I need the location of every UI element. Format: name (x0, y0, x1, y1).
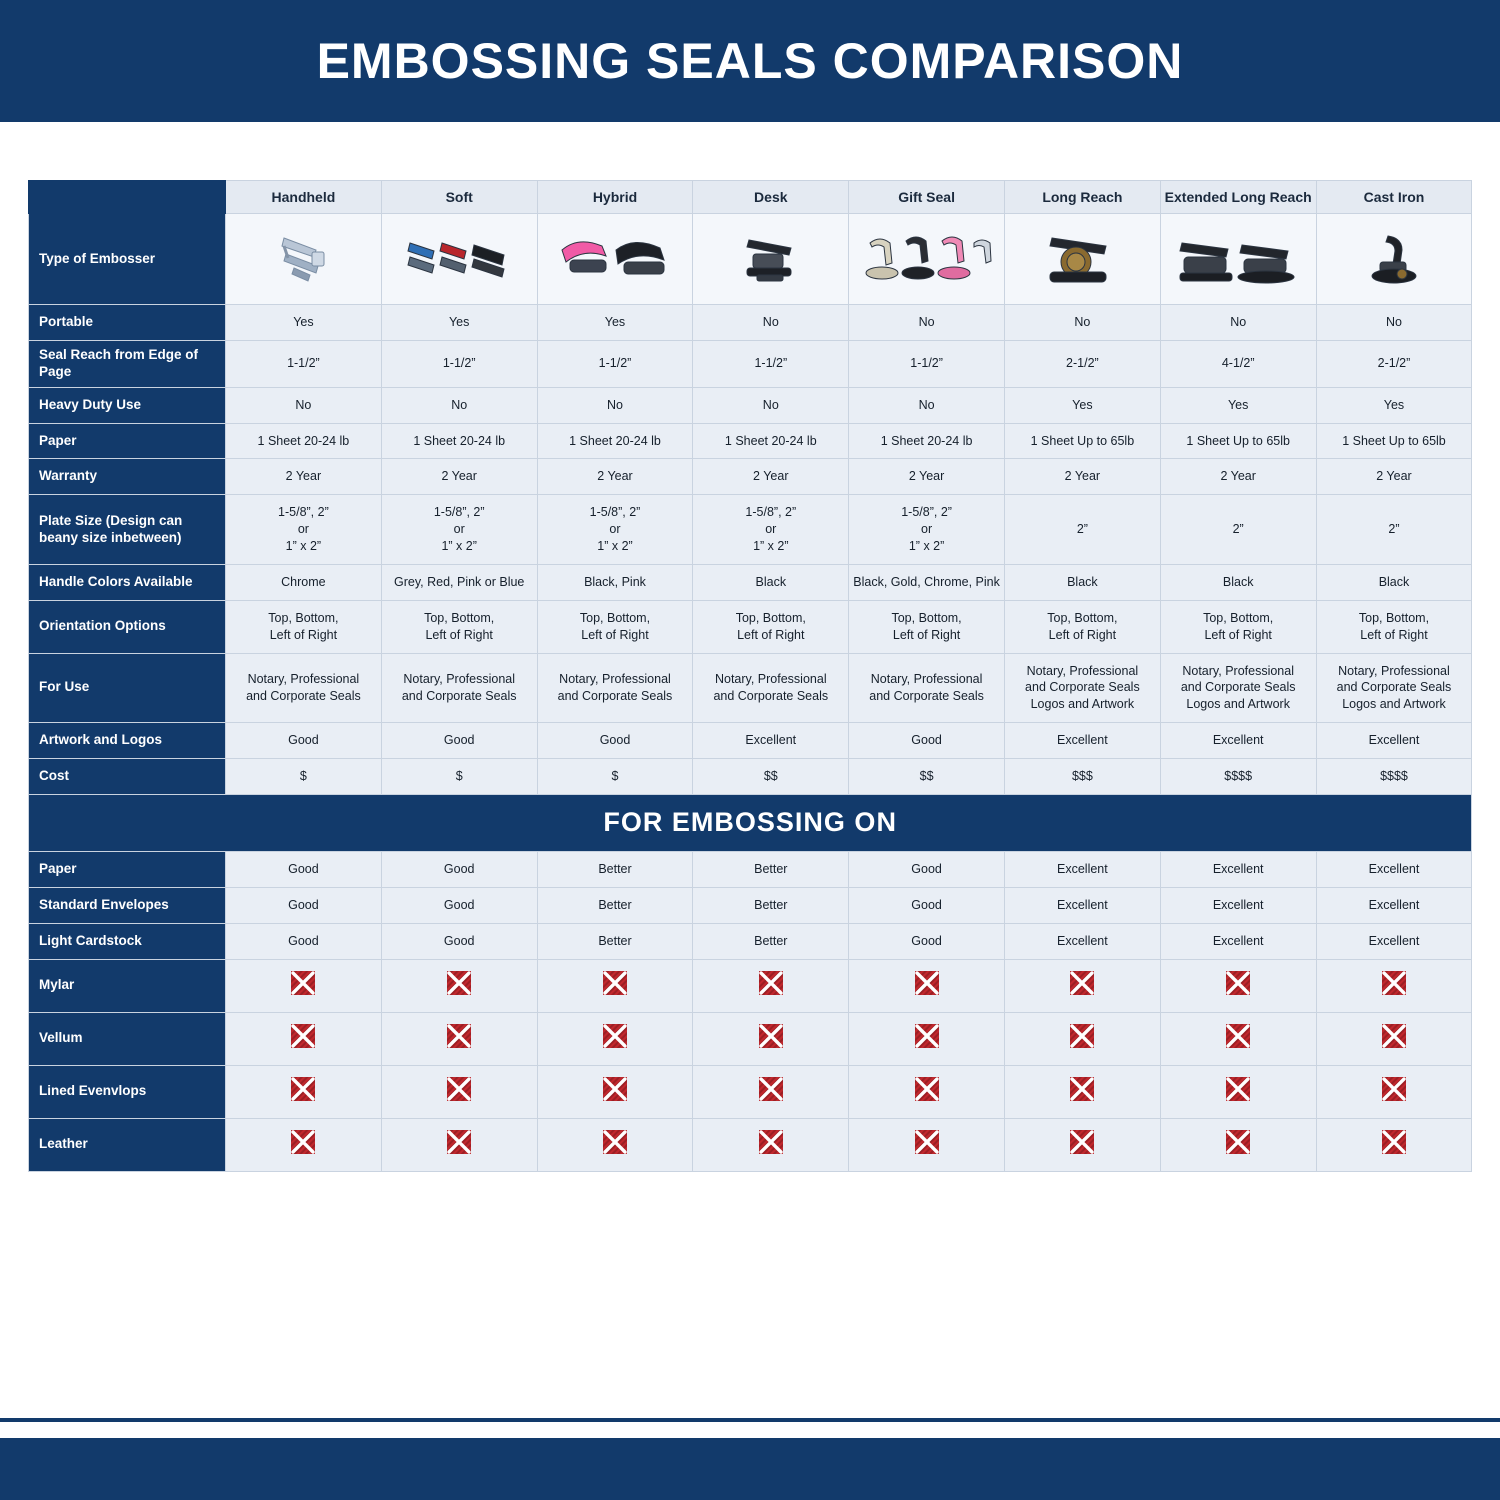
embosser-image-cell (226, 214, 382, 305)
table-cell: 1 Sheet Up to 65lb (1160, 423, 1316, 459)
column-header-desk: Desk (693, 181, 849, 214)
column-header-gift-seal: Gift Seal (849, 181, 1005, 214)
table-cell: Black (1160, 564, 1316, 600)
row-header-cost: Cost (29, 759, 226, 795)
cross-mark-icon (602, 970, 628, 996)
cross-mark-icon (1381, 1129, 1407, 1155)
table-cell: Yes (1004, 387, 1160, 423)
not-supported-cell (1160, 1065, 1316, 1118)
table-cell: 2 Year (537, 459, 693, 495)
table-cell: Yes (1160, 387, 1316, 423)
cross-mark-icon (1381, 1076, 1407, 1102)
table-cell: 2 Year (1160, 459, 1316, 495)
cross-mark-icon (1381, 1023, 1407, 1049)
cross-mark-icon (1069, 1129, 1095, 1155)
cross-mark-icon (758, 970, 784, 996)
table-row (29, 495, 1472, 565)
table-cell: Good (226, 887, 382, 923)
not-supported-cell (1004, 959, 1160, 1012)
table-cell: Better (537, 887, 693, 923)
row-header-lined-evenvlops: Lined Evenvlops (29, 1065, 226, 1118)
column-header-long-reach: Long Reach (1004, 181, 1160, 214)
table-cell: Top, Bottom, Left of Right (849, 600, 1005, 653)
desk-embosser-icon (733, 228, 809, 290)
table-header-row (29, 181, 1472, 214)
table-cell: Yes (226, 305, 382, 341)
not-supported-cell (226, 1065, 382, 1118)
cross-mark-icon (602, 1129, 628, 1155)
table-cell: No (1160, 305, 1316, 341)
table-cell: Black (1004, 564, 1160, 600)
not-supported-cell (381, 1065, 537, 1118)
cross-mark-icon (1225, 1023, 1251, 1049)
cross-mark-icon (290, 970, 316, 996)
table-cell: Good (849, 723, 1005, 759)
cross-mark-icon (914, 1129, 940, 1155)
table-cell: $$ (693, 759, 849, 795)
cross-mark-icon (914, 1023, 940, 1049)
table-cell: 1 Sheet Up to 65lb (1004, 423, 1160, 459)
cross-mark-icon (758, 1076, 784, 1102)
soft-embosser-icon (404, 229, 514, 289)
table-cell: Notary, Professional and Corporate Seals (381, 653, 537, 723)
table-cell: Good (226, 723, 382, 759)
cross-mark-icon (290, 1129, 316, 1155)
table-row (29, 340, 1472, 387)
table-cell: Good (381, 923, 537, 959)
gift-seal-embosser-icon (862, 229, 992, 289)
table-cell: Top, Bottom, Left of Right (693, 600, 849, 653)
table-cell: Black, Pink (537, 564, 693, 600)
table-cell: Top, Bottom, Left of Right (537, 600, 693, 653)
row-header-seal-reach-from-edge-of-page: Seal Reach from Edge of Page (29, 340, 226, 387)
section-title-row (29, 794, 1472, 851)
table-row (29, 887, 1472, 923)
row-header-leather: Leather (29, 1118, 226, 1171)
cross-mark-icon (1069, 1076, 1095, 1102)
table-cell: $ (537, 759, 693, 795)
table-cell: 1-5/8”, 2” or 1” x 2” (537, 495, 693, 565)
table-cell: Better (693, 887, 849, 923)
table-row (29, 305, 1472, 341)
table-cell: Notary, Professional and Corporate Seals Logos and Artwork (1004, 653, 1160, 723)
table-cell: Notary, Professional and Corporate Seals (849, 653, 1005, 723)
table-cell: 2 Year (226, 459, 382, 495)
not-supported-cell (381, 959, 537, 1012)
column-header-extended-long-reach: Extended Long Reach (1160, 181, 1316, 214)
row-header-type-of-embosser: Type of Embosser (29, 214, 226, 305)
table-cell: Excellent (1004, 851, 1160, 887)
cross-mark-icon (1225, 970, 1251, 996)
page-header (0, 0, 1500, 122)
table-cell: 1-1/2” (381, 340, 537, 387)
table-cell: Better (537, 923, 693, 959)
table-cell: 2 Year (1004, 459, 1160, 495)
embosser-image-cell (1160, 214, 1316, 305)
cross-mark-icon (758, 1023, 784, 1049)
table-cell: Good (381, 887, 537, 923)
table-cell: 2 Year (381, 459, 537, 495)
table-cell: Notary, Professional and Corporate Seals Logos and Artwork (1160, 653, 1316, 723)
table-container (0, 128, 1500, 1172)
cross-mark-icon (914, 1076, 940, 1102)
table-cell: Good (537, 723, 693, 759)
table-cell: No (226, 387, 382, 423)
table-cell: No (693, 387, 849, 423)
comparison-table (28, 180, 1472, 1172)
table-cell: Excellent (1316, 723, 1472, 759)
cross-mark-icon (446, 1129, 472, 1155)
table-cell: Top, Bottom, Left of Right (1160, 600, 1316, 653)
table-cell: 1-5/8”, 2” or 1” x 2” (693, 495, 849, 565)
table-cell: Notary, Professional and Corporate Seals (226, 653, 382, 723)
long-reach-embosser-icon (1032, 228, 1132, 290)
table-row (29, 723, 1472, 759)
table-row (29, 959, 1472, 1012)
table-cell: 2 Year (693, 459, 849, 495)
table-cell: $$$$ (1160, 759, 1316, 795)
table-cell: Grey, Red, Pink or Blue (381, 564, 537, 600)
column-header-soft: Soft (381, 181, 537, 214)
table-cell: Black (1316, 564, 1472, 600)
table-cell: Top, Bottom, Left of Right (1004, 600, 1160, 653)
column-header-handheld: Handheld (226, 181, 382, 214)
table-cell: 2 Year (849, 459, 1005, 495)
table-cell: Excellent (1004, 923, 1160, 959)
table-cell: Excellent (1160, 887, 1316, 923)
row-header-for-use: For Use (29, 653, 226, 723)
table-cell: Good (849, 923, 1005, 959)
not-supported-cell (1004, 1012, 1160, 1065)
table-cell: Good (381, 851, 537, 887)
row-header-artwork-and-logos: Artwork and Logos (29, 723, 226, 759)
not-supported-cell (1316, 1065, 1472, 1118)
hybrid-embosser-icon (556, 230, 674, 288)
not-supported-cell (226, 959, 382, 1012)
cross-mark-icon (1381, 970, 1407, 996)
table-row (29, 851, 1472, 887)
embosser-image-cell (537, 214, 693, 305)
table-cell: $$$$ (1316, 759, 1472, 795)
row-header-mylar: Mylar (29, 959, 226, 1012)
table-row (29, 923, 1472, 959)
table-cell: 1 Sheet 20-24 lb (537, 423, 693, 459)
table-cell: Top, Bottom, Left of Right (226, 600, 382, 653)
table-cell: Good (849, 887, 1005, 923)
cross-mark-icon (290, 1023, 316, 1049)
cross-mark-icon (1069, 1023, 1095, 1049)
cross-mark-icon (602, 1076, 628, 1102)
cross-mark-icon (290, 1076, 316, 1102)
not-supported-cell (693, 1118, 849, 1171)
table-cell: 1 Sheet 20-24 lb (381, 423, 537, 459)
table-cell: Excellent (693, 723, 849, 759)
table-cell: No (849, 305, 1005, 341)
table-cell: Chrome (226, 564, 382, 600)
table-cell: 2-1/2” (1316, 340, 1472, 387)
not-supported-cell (1160, 1012, 1316, 1065)
not-supported-cell (1316, 1118, 1472, 1171)
table-corner (29, 181, 226, 214)
table-cell: Notary, Professional and Corporate Seals (537, 653, 693, 723)
table-cell: Excellent (1316, 851, 1472, 887)
row-header-paper: Paper (29, 423, 226, 459)
cross-mark-icon (914, 970, 940, 996)
table-cell: Excellent (1316, 887, 1472, 923)
footer-divider (0, 1418, 1500, 1422)
table-cell: Notary, Professional and Corporate Seals Logos and Artwork (1316, 653, 1472, 723)
table-cell: $$$ (1004, 759, 1160, 795)
cross-mark-icon (1069, 970, 1095, 996)
cross-mark-icon (446, 970, 472, 996)
table-cell: Yes (537, 305, 693, 341)
table-row (29, 1118, 1472, 1171)
table-cell: 1-1/2” (537, 340, 693, 387)
table-row (29, 1012, 1472, 1065)
not-supported-cell (693, 1012, 849, 1065)
cross-mark-icon (758, 1129, 784, 1155)
row-header-portable: Portable (29, 305, 226, 341)
embosser-image-cell (1004, 214, 1160, 305)
not-supported-cell (537, 1118, 693, 1171)
embosser-image-cell (849, 214, 1005, 305)
table-cell: Excellent (1160, 723, 1316, 759)
cross-mark-icon (602, 1023, 628, 1049)
footer-band (0, 1438, 1500, 1500)
table-row (29, 214, 1472, 305)
table-cell: Yes (1316, 387, 1472, 423)
table-cell: Good (849, 851, 1005, 887)
not-supported-cell (693, 959, 849, 1012)
not-supported-cell (537, 1065, 693, 1118)
table-cell: Excellent (1160, 923, 1316, 959)
cross-mark-icon (1225, 1076, 1251, 1102)
table-cell: Notary, Professional and Corporate Seals (693, 653, 849, 723)
not-supported-cell (1316, 1012, 1472, 1065)
page-title: EMBOSSING SEALS COMPARISON (316, 33, 1184, 89)
table-cell: Yes (381, 305, 537, 341)
table-cell: 2” (1160, 495, 1316, 565)
table-cell: 1 Sheet Up to 65lb (1316, 423, 1472, 459)
table-cell: Better (693, 923, 849, 959)
not-supported-cell (537, 959, 693, 1012)
table-cell: Excellent (1004, 723, 1160, 759)
cast-iron-embosser-icon (1358, 228, 1430, 290)
not-supported-cell (1004, 1065, 1160, 1118)
table-cell: Excellent (1160, 851, 1316, 887)
table-cell: No (381, 387, 537, 423)
not-supported-cell (1160, 1118, 1316, 1171)
table-cell: Black (693, 564, 849, 600)
table-cell: Good (226, 923, 382, 959)
table-cell: 2 Year (1316, 459, 1472, 495)
cross-mark-icon (1225, 1129, 1251, 1155)
table-cell: No (693, 305, 849, 341)
embosser-image-cell (381, 214, 537, 305)
table-cell: 2” (1316, 495, 1472, 565)
table-row (29, 1065, 1472, 1118)
not-supported-cell (1160, 959, 1316, 1012)
not-supported-cell (1004, 1118, 1160, 1171)
table-cell: 4-1/2” (1160, 340, 1316, 387)
not-supported-cell (693, 1065, 849, 1118)
table-cell: No (849, 387, 1005, 423)
embosser-image-cell (1316, 214, 1472, 305)
table-cell: No (1004, 305, 1160, 341)
table-cell: 2-1/2” (1004, 340, 1160, 387)
embosser-image-cell (693, 214, 849, 305)
not-supported-cell (226, 1118, 382, 1171)
table-row (29, 387, 1472, 423)
table-cell: Excellent (1316, 923, 1472, 959)
table-cell: 1 Sheet 20-24 lb (226, 423, 382, 459)
row-header-paper: Paper (29, 851, 226, 887)
row-header-handle-colors-available: Handle Colors Available (29, 564, 226, 600)
section-title: FOR EMBOSSING ON (29, 794, 1472, 851)
cross-mark-icon (446, 1076, 472, 1102)
table-cell: Better (693, 851, 849, 887)
table-cell: 1-1/2” (849, 340, 1005, 387)
table-row (29, 459, 1472, 495)
table-body (29, 214, 1472, 1172)
table-cell: 1-5/8”, 2” or 1” x 2” (381, 495, 537, 565)
row-header-light-cardstock: Light Cardstock (29, 923, 226, 959)
column-header-hybrid: Hybrid (537, 181, 693, 214)
table-row (29, 423, 1472, 459)
table-cell: 1 Sheet 20-24 lb (849, 423, 1005, 459)
table-cell: Top, Bottom, Left of Right (1316, 600, 1472, 653)
table-cell: 2” (1004, 495, 1160, 565)
table-cell: $ (381, 759, 537, 795)
table-cell: No (1316, 305, 1472, 341)
table-cell: Better (537, 851, 693, 887)
not-supported-cell (849, 1118, 1005, 1171)
row-header-vellum: Vellum (29, 1012, 226, 1065)
row-header-plate-size-design-can-beany-size-inbetween: Plate Size (Design can beany size inbetween) (29, 495, 226, 565)
not-supported-cell (381, 1118, 537, 1171)
not-supported-cell (226, 1012, 382, 1065)
column-header-cast-iron: Cast Iron (1316, 181, 1472, 214)
table-cell: $$ (849, 759, 1005, 795)
table-cell: Excellent (1004, 887, 1160, 923)
not-supported-cell (849, 1012, 1005, 1065)
not-supported-cell (381, 1012, 537, 1065)
table-cell: No (537, 387, 693, 423)
table-cell: 1-5/8”, 2” or 1” x 2” (226, 495, 382, 565)
cross-mark-icon (446, 1023, 472, 1049)
row-header-standard-envelopes: Standard Envelopes (29, 887, 226, 923)
table-cell: 1-1/2” (693, 340, 849, 387)
row-header-heavy-duty-use: Heavy Duty Use (29, 387, 226, 423)
table-cell: Top, Bottom, Left of Right (381, 600, 537, 653)
table-cell: $ (226, 759, 382, 795)
not-supported-cell (537, 1012, 693, 1065)
table-cell: 1-1/2” (226, 340, 382, 387)
not-supported-cell (849, 959, 1005, 1012)
table-cell: 1 Sheet 20-24 lb (693, 423, 849, 459)
table-cell: Good (226, 851, 382, 887)
table-cell: Black, Gold, Chrome, Pink (849, 564, 1005, 600)
table-row (29, 653, 1472, 723)
not-supported-cell (1316, 959, 1472, 1012)
handheld-embosser-icon (264, 228, 342, 290)
table-row (29, 759, 1472, 795)
row-header-warranty: Warranty (29, 459, 226, 495)
row-header-orientation-options: Orientation Options (29, 600, 226, 653)
not-supported-cell (849, 1065, 1005, 1118)
table-row (29, 564, 1472, 600)
extended-long-reach-embosser-icon (1176, 229, 1300, 289)
table-cell: 1-5/8”, 2” or 1” x 2” (849, 495, 1005, 565)
table-cell: Good (381, 723, 537, 759)
table-row (29, 600, 1472, 653)
